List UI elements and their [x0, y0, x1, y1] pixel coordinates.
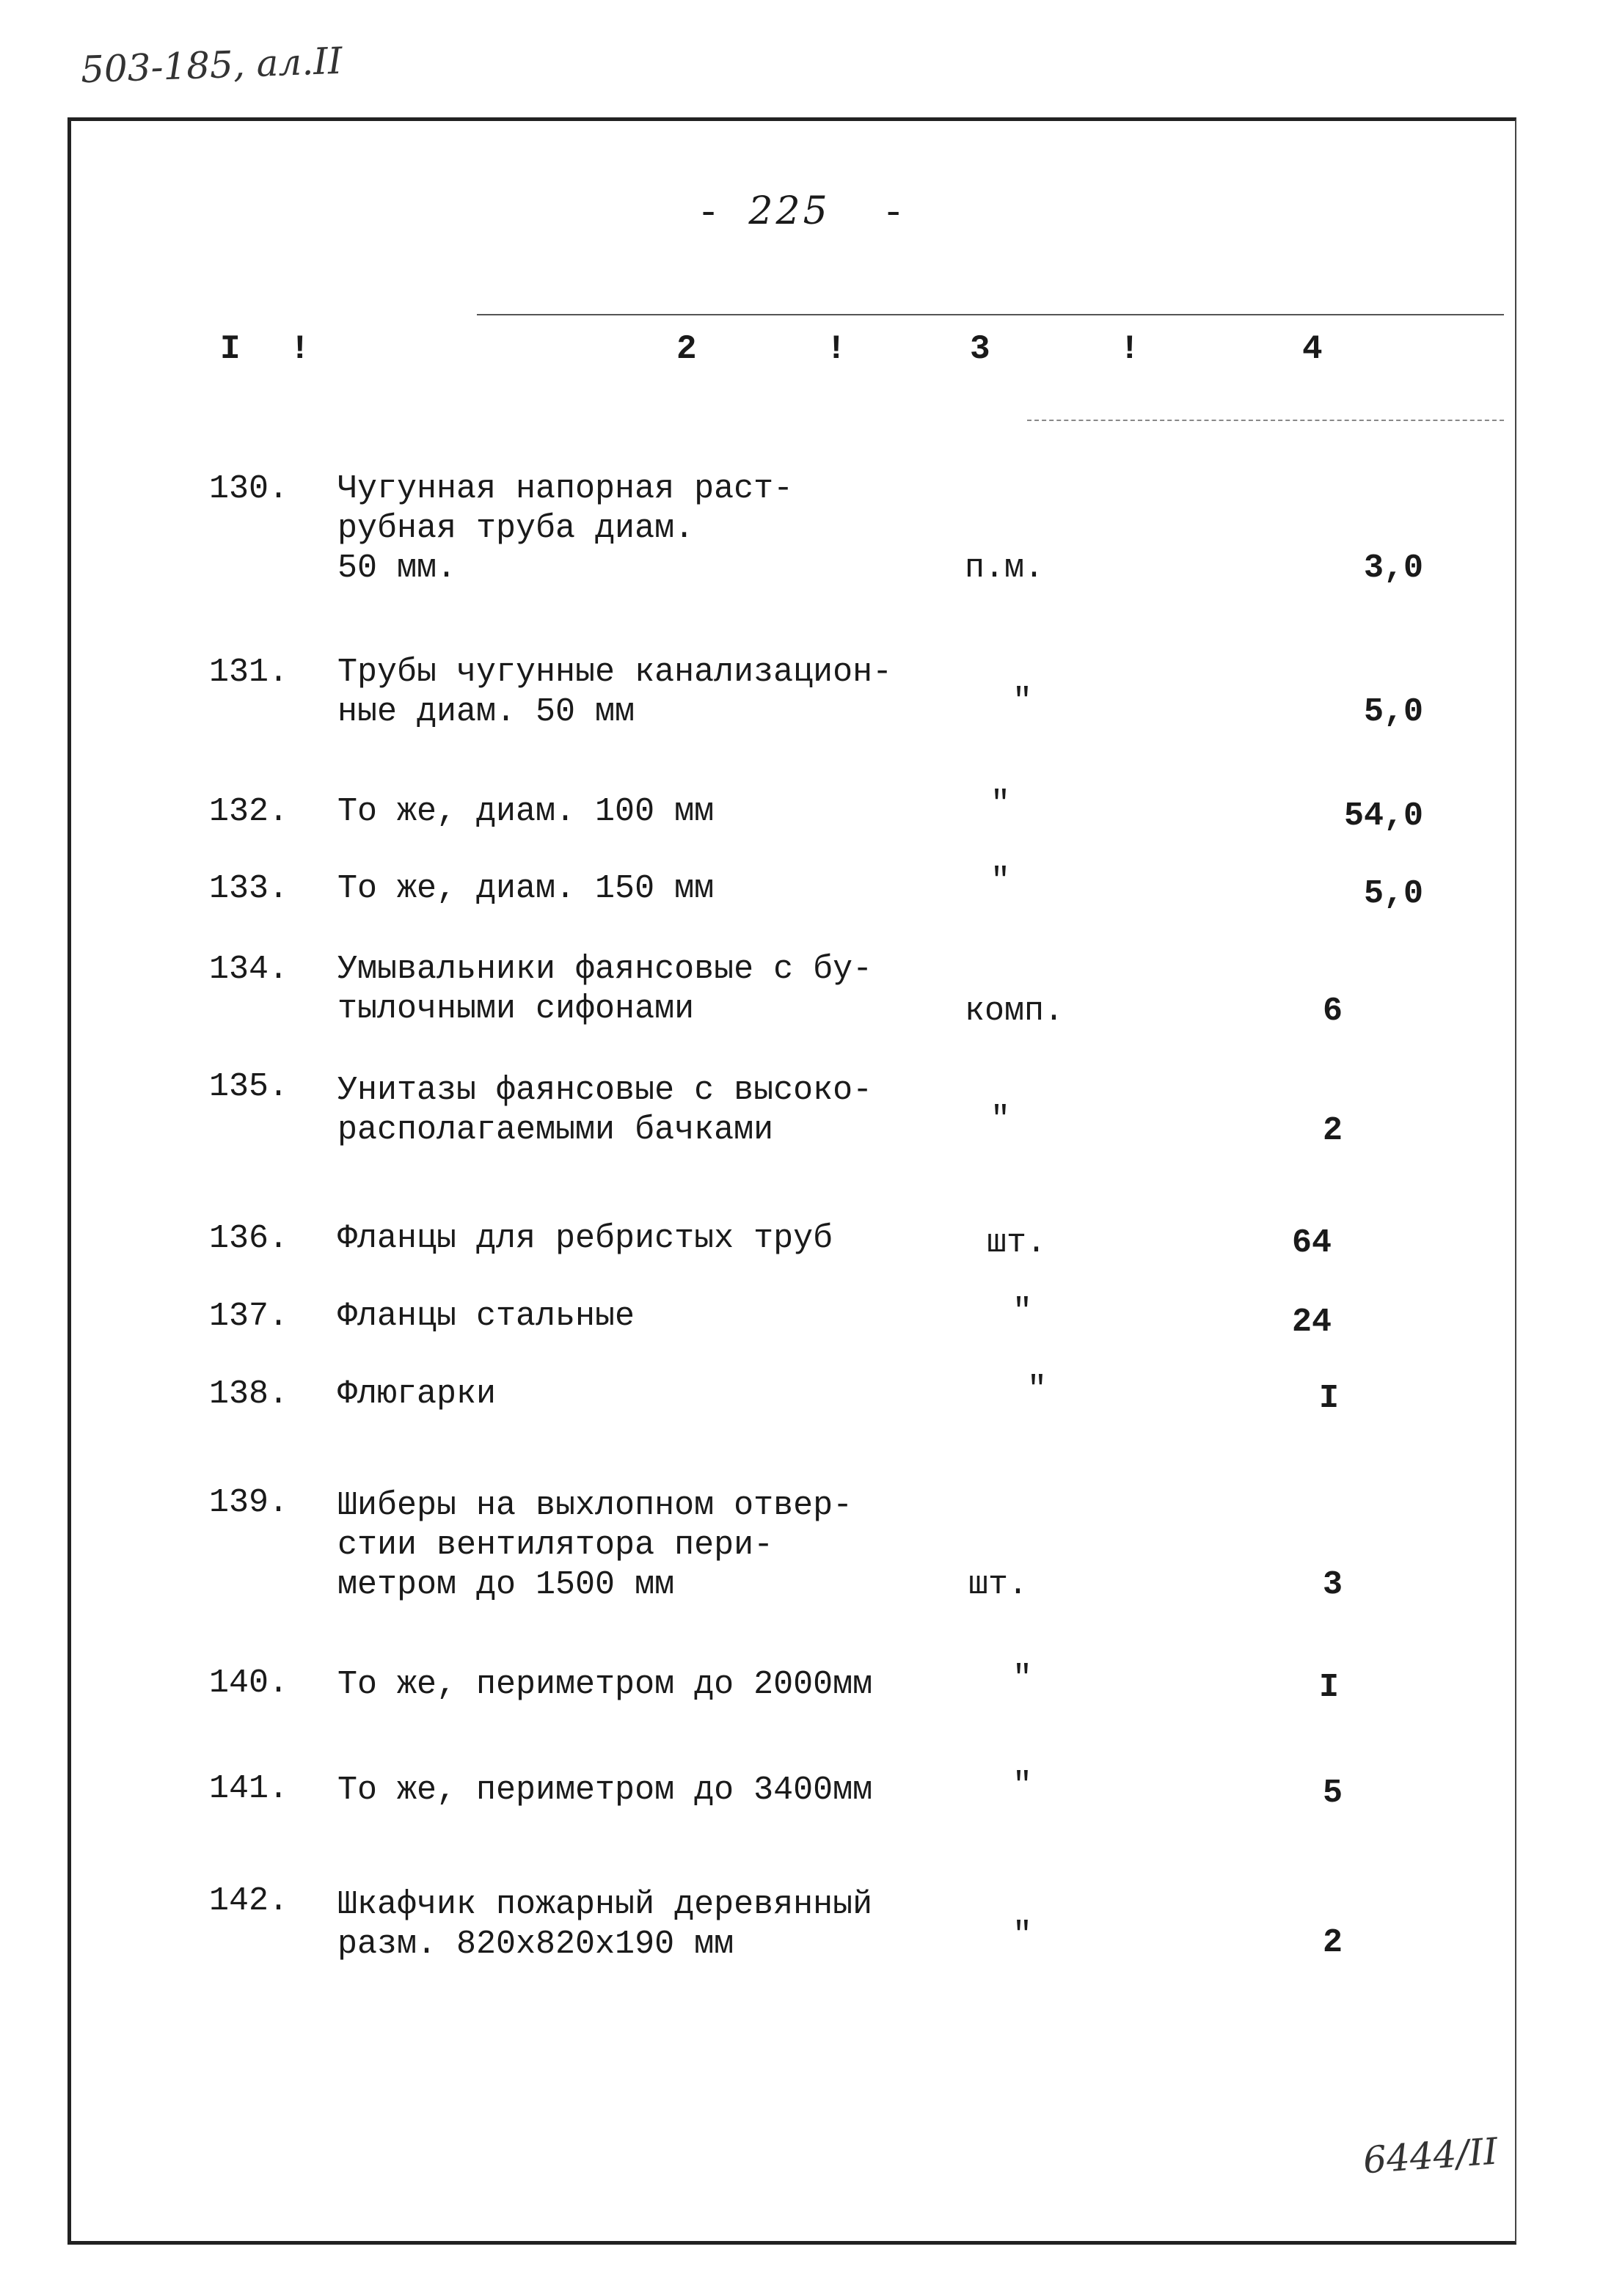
row-number: 142. — [209, 1882, 289, 1920]
row-description: То же, диам. 100 мм — [337, 793, 715, 830]
row-number: 130. — [209, 470, 289, 508]
row-unit: " — [990, 863, 1011, 900]
row-number: 134. — [209, 951, 289, 988]
row-unit: " — [1012, 1767, 1033, 1805]
row-unit: " — [1027, 1371, 1048, 1408]
row-quantity: 5,0 — [1363, 875, 1423, 913]
row-number: 133. — [209, 870, 289, 907]
row-description: Фланцы стальные — [337, 1298, 635, 1335]
column-separator: ! — [826, 330, 847, 368]
row-description: Унитазы фаянсовые с высоко- располагаемыми бачками — [337, 1072, 873, 1149]
row-description: Умывальники фаянсовые с бу- тылочными сифонами — [337, 951, 873, 1028]
row-quantity: I — [1318, 1669, 1339, 1706]
row-quantity: 64 — [1291, 1224, 1332, 1262]
row-unit: шт. — [968, 1566, 1029, 1604]
column-separator: ! — [290, 330, 310, 368]
column-header-2: 2 — [676, 330, 697, 368]
row-number: 140. — [209, 1664, 289, 1702]
row-description: Шиберы на выхлопном отвер- стии вентилятора пери- метром до 1500 мм — [337, 1487, 853, 1604]
column-separator: ! — [1120, 330, 1140, 368]
row-description: Шкафчик пожарный деревянный разм. 820х820х190 мм — [337, 1886, 873, 1963]
sheet-reference: 503-185, ал.II — [80, 39, 343, 92]
row-quantity: 24 — [1291, 1304, 1332, 1341]
row-description: Флюгарки — [337, 1375, 497, 1413]
document-code: 6444/II — [1362, 2129, 1500, 2182]
column-header-3: 3 — [970, 330, 990, 368]
row-description: Чугунная напорная раст- рубная труба диам. 50 мм. — [337, 470, 794, 587]
row-number: 139. — [209, 1484, 289, 1521]
row-unit: комп. — [965, 992, 1065, 1030]
row-unit: " — [1012, 683, 1033, 720]
row-description: То же, диам. 150 мм — [337, 870, 715, 907]
row-quantity: I — [1318, 1380, 1339, 1417]
row-number: 141. — [209, 1770, 289, 1807]
row-number: 137. — [209, 1298, 289, 1335]
row-description: То же, периметром до 3400мм — [337, 1772, 873, 1809]
row-unit: " — [1012, 1660, 1033, 1697]
row-quantity: 5,0 — [1363, 693, 1423, 731]
header-rule-bottom — [1027, 420, 1504, 421]
header-rule-top — [477, 314, 1504, 315]
column-header-1: I — [220, 330, 241, 368]
row-number: 132. — [209, 793, 289, 830]
row-quantity: 5 — [1322, 1774, 1343, 1812]
column-header-4: 4 — [1302, 330, 1323, 368]
row-unit: " — [990, 786, 1011, 823]
row-number: 131. — [209, 654, 289, 691]
page-number: - 225 - — [697, 189, 908, 235]
row-description: То же, периметром до 2000мм — [337, 1666, 873, 1703]
row-number: 136. — [209, 1220, 289, 1257]
row-unit: п.м. — [965, 549, 1045, 587]
row-unit: " — [990, 1101, 1011, 1138]
row-quantity: 3,0 — [1363, 549, 1423, 587]
row-description: Фланцы для ребристых труб — [337, 1220, 833, 1257]
row-quantity: 3 — [1322, 1566, 1343, 1604]
row-quantity: 2 — [1322, 1924, 1343, 1962]
row-quantity: 54,0 — [1343, 797, 1423, 835]
row-description: Трубы чугунные канализацион- ные диам. 50 мм — [337, 654, 893, 731]
row-quantity: 6 — [1322, 992, 1343, 1030]
row-quantity: 2 — [1322, 1112, 1343, 1149]
row-number: 135. — [209, 1068, 289, 1105]
row-number: 138. — [209, 1375, 289, 1413]
row-unit: шт. — [987, 1224, 1047, 1262]
row-unit: " — [1012, 1293, 1033, 1331]
row-unit: " — [1012, 1917, 1033, 1954]
